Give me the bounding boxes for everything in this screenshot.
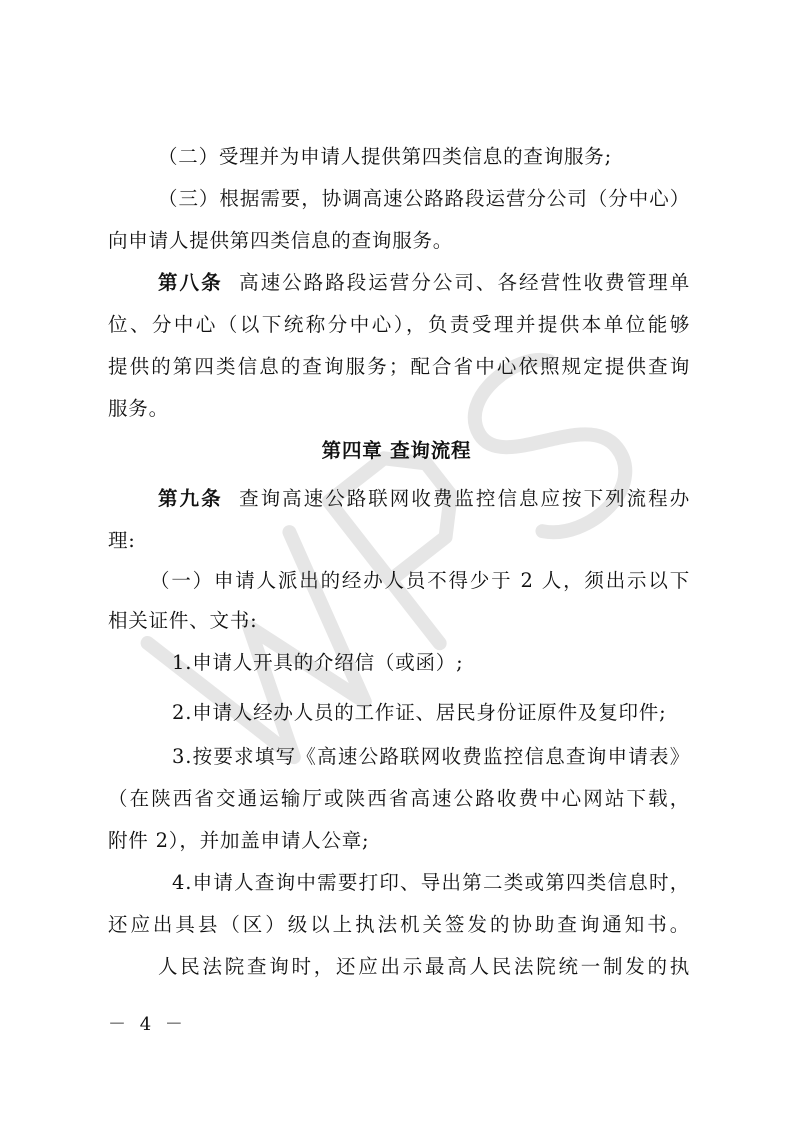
text-line: 还应出具县（区）级以上执法机关签发的协助查询通知书。 [108, 913, 690, 936]
article-text: 高速公路路段运营分公司、各经营性收费管理单 [239, 271, 690, 294]
list-item: 3.按要求填写《高速公路联网收费监控信息查询申请表》 [172, 745, 690, 768]
text-line: 提供的第四类信息的查询服务；配合省中心依照规定提供查询 [108, 355, 690, 378]
list-item: 4.申请人查询中需要打印、导出第二类或第四类信息时， [172, 871, 690, 894]
text-line: 服务。 [108, 397, 169, 420]
text-line: （三）根据需要，协调高速公路路段运营分公司（分中心） [158, 187, 690, 210]
text-line: 位、分中心（以下统称分中心），负责受理并提供本单位能够 [108, 313, 690, 336]
text-line: （二）受理并为申请人提供第四类信息的查询服务; [158, 145, 612, 168]
text-line: 向申请人提供第四类信息的查询服务。 [108, 229, 454, 252]
text-line: （一）申请人派出的经办人员不得少于 2 人，须出示以下 [150, 569, 690, 592]
text-line: 人民法院查询时，还应出示最高人民法院统一制发的执 [158, 955, 690, 978]
article-label: 第九条 [158, 487, 223, 510]
article-label: 第八条 [158, 271, 223, 294]
text-line: 理: [108, 529, 136, 552]
list-item: 1.申请人开具的介绍信（或函）; [172, 651, 464, 674]
chapter-heading: 第四章 查询流程 [321, 439, 472, 462]
list-item: 2.申请人经办人员的工作证、居民身份证原件及复印件; [172, 701, 667, 724]
article-9-line [158, 484, 690, 514]
text-line: （在陕西省交通运输厅或陕西省高速公路收费中心网站下载， [108, 787, 690, 810]
text-line: 相关证件、文书: [108, 609, 258, 632]
page-number: － 4 － [108, 1014, 187, 1035]
text-line: 附件 2），并加盖申请人公章; [108, 829, 370, 852]
article-8-line [158, 268, 690, 298]
article-text: 查询高速公路联网收费监控信息应按下列流程办 [239, 487, 690, 510]
